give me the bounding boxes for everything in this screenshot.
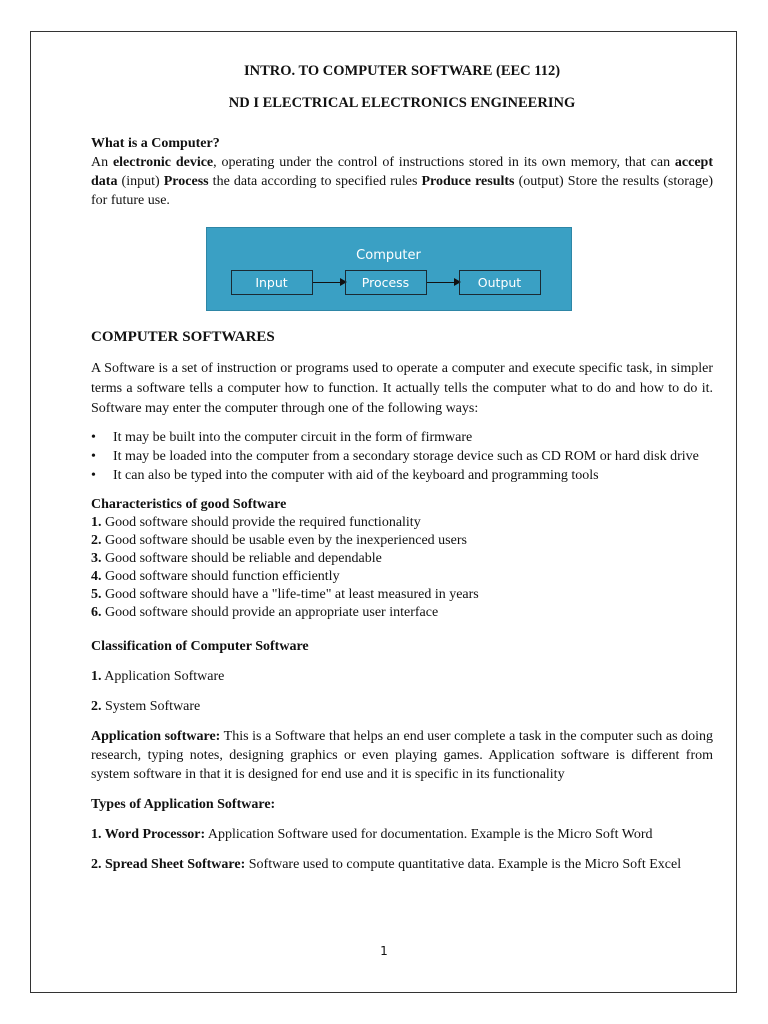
application-software-paragraph: Application software: This is a Software that helps an end user complete a task in the computer such as doing research, typing notes, designing graphics or even playing games. Application software is different from system software in that it is designed for end use and it is specific in its functionality: [91, 729, 713, 782]
type-spreadsheet: 2. Spread Sheet Software: Software used to compute quantitative data. Example is the Micro Soft Excel: [91, 857, 682, 872]
diagram-arrow-process-output: [427, 282, 459, 283]
list-item: • It may be built into the computer circuit in the form of firmware: [91, 430, 473, 445]
list-item: 5. Good software should have a "life-time" at least measured in years: [91, 587, 479, 602]
list-item: • It may be loaded into the computer from a secondary storage device such as CD ROM or hard disk drive: [91, 449, 699, 464]
bullet-icon: •: [91, 468, 96, 483]
list-item: 4. Good software should function efficiently: [91, 569, 340, 584]
document-body: [91, 62, 713, 874]
diagram-arrow-input-process: [313, 282, 345, 283]
classification-item-application: 1. Application Software: [91, 669, 225, 684]
list-item: 2. Good software should be usable even by the inexperienced users: [91, 533, 467, 548]
software-heading: COMPUTER SOFTWARES: [91, 329, 275, 345]
list-item: 3. Good software should be reliable and dependable: [91, 551, 382, 566]
document-title: INTRO. TO COMPUTER SOFTWARE (EEC 112): [243, 63, 561, 79]
diagram-process-box: Process: [345, 270, 427, 295]
types-heading: Types of Application Software:: [91, 797, 276, 812]
diagram-title: Computer: [356, 248, 421, 263]
bullet-icon: •: [91, 430, 96, 445]
diagram-output-box: Output: [459, 270, 541, 295]
characteristics-list: [91, 514, 713, 622]
software-entry-list: [91, 428, 713, 485]
classification-heading: Classification of Computer Software: [91, 639, 309, 654]
page-number: 1: [380, 944, 388, 958]
computer-diagram-wrapper: [64, 227, 713, 311]
list-item: 1. Good software should provide the required functionality: [91, 515, 421, 530]
diagram-input-box: Input: [231, 270, 313, 295]
list-item: • It can also be typed into the computer with aid of the keyboard and programming tools: [91, 468, 599, 483]
type-word-processor: 1. Word Processor: Application Software used for documentation. Example is the Micro Soft Word: [91, 827, 653, 842]
characteristics-heading: Characteristics of good Software: [91, 497, 287, 512]
classification-item-system: 2. System Software: [91, 699, 201, 714]
list-item: 6. Good software should provide an appropriate user interface: [91, 605, 439, 620]
document-subtitle: ND I ELECTRICAL ELECTRONICS ENGINEERING: [228, 95, 576, 111]
what-is-computer-heading: What is a Computer?: [91, 136, 220, 151]
computer-definition: An electronic device, operating under the control of instructions stored in its own memory, that can accept data (input) Process the data according to specified rules Produce results (output) Store the results (storage) for future use.: [91, 155, 714, 208]
computer-diagram: [206, 227, 572, 311]
software-paragraph: A Software is a set of instruction or programs used to operate a computer and execute specific task, in simpler terms a software tells a computer how to function. It actually tells the computer what to do and how to do it. Software may enter the computer through one of the following ways:: [91, 361, 713, 416]
bullet-icon: •: [91, 449, 96, 464]
